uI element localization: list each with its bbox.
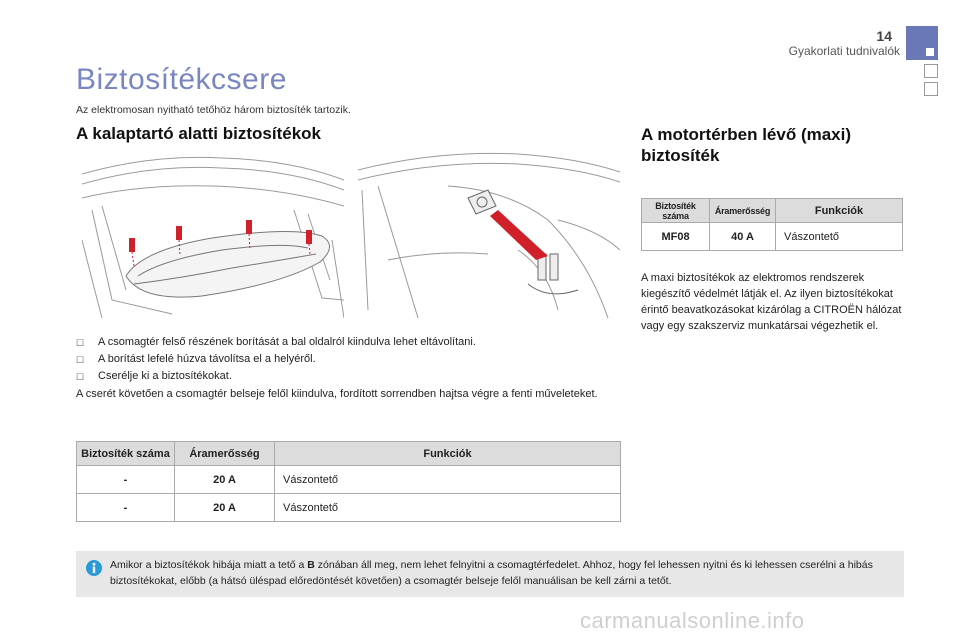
list-item: ☐ A csomagtér felső részének borítását a bal oldalról kiindulva lehet eltávolítani. xyxy=(76,334,621,351)
fuse-current-cell: 40 A xyxy=(710,223,776,251)
fuse-number-cell: - xyxy=(77,466,175,494)
info-box xyxy=(76,551,904,597)
right-section-heading: A motortérben lévő (maxi) biztosíték xyxy=(641,125,852,165)
fuse-current-cell: 20 A xyxy=(175,494,275,522)
watermark: carmanualsonline.info xyxy=(580,608,805,633)
trunk-fuse-table xyxy=(76,441,621,522)
table-row xyxy=(642,223,903,251)
instructions xyxy=(76,334,621,402)
fuse-function-cell: Vászontető xyxy=(275,466,621,494)
checkbox-bullet-icon: ☐ xyxy=(76,355,85,365)
info-icon xyxy=(86,560,102,576)
zone-label: B xyxy=(307,559,315,571)
engine-fuse-table xyxy=(641,198,903,251)
fuse-number-cell: MF08 xyxy=(642,223,710,251)
column-header: Biztosíték száma xyxy=(642,199,710,223)
fuse-function-cell: Vászontető xyxy=(275,494,621,522)
table-header-row xyxy=(642,199,903,223)
fuse-function-cell: Vászontető xyxy=(776,223,903,251)
checkbox-bullet-icon: ☐ xyxy=(76,338,85,348)
chapter-tab xyxy=(924,64,938,78)
table-row xyxy=(77,494,621,522)
column-header: Áramerősség xyxy=(175,442,275,466)
chapter-tab xyxy=(924,82,938,96)
list-item: ☐ Cserélje ki a biztosítékokat. xyxy=(76,368,621,385)
trunk-fuse-illustration xyxy=(82,150,344,318)
chapter-tab-active xyxy=(906,26,938,60)
column-header: Áramerősség xyxy=(710,199,776,223)
page-title: Biztosítékcsere xyxy=(76,63,287,96)
column-header: Funkciók xyxy=(776,199,903,223)
section-name: Gyakorlati tudnivalók xyxy=(788,44,900,58)
checkbox-bullet-icon: ☐ xyxy=(76,372,85,382)
column-header: Biztosíték száma xyxy=(77,442,175,466)
fuse-number-cell: - xyxy=(77,494,175,522)
column-header: Funkciók xyxy=(275,442,621,466)
page-subtitle: Az elektromosan nyitható tetőhöz három biztosíték tartozik. xyxy=(76,104,351,116)
instructions-paragraph: A cserét követően a csomagtér belseje felől kiindulva, fordított sorrendben hajtsa végre a fenti műveleteket. xyxy=(76,388,598,400)
maxi-fuse-description: A maxi biztosítékok az elektromos rendszerek kiegészítő védelmét látják el. Az ilyen biztosítékokat érintő beavatkozásokat kizárólag a CITROËN hálózat vagy egy szakszerviz munkatársai végezhetik el. xyxy=(641,272,902,332)
fuse-current-cell: 20 A xyxy=(175,466,275,494)
table-row xyxy=(77,466,621,494)
list-item: ☐ A borítást lefelé húzva távolítsa el a helyéről. xyxy=(76,351,621,368)
table-header-row xyxy=(77,442,621,466)
engine-fuse-illustration xyxy=(358,150,620,318)
info-text: Amikor a biztosítékok hibája miatt a tető a B zónában áll meg, nem lehet felnyitni a csomagtérfedelet. Ahhoz, hogy fel lehessen nyitni és ki lehessen cserélni a hibás biztosítékokat, előbb (a hátsó üléspad előredöntését követően) a csomagtér belseje felől manuálisan be kell zárni a tetőt. xyxy=(110,559,873,587)
page-number: 14 xyxy=(876,28,892,44)
left-section-heading: A kalaptartó alatti biztosítékok xyxy=(76,124,321,143)
